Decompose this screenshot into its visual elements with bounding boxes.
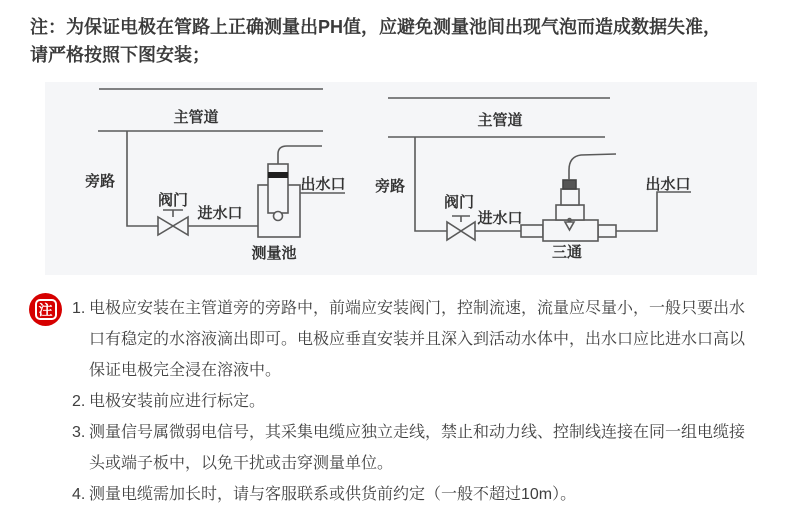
note-text-line: 头或端子板中，以免干扰或击穿测量单位。 [89, 455, 394, 472]
note-item-2 [72, 386, 778, 417]
note-number: 1. [72, 300, 86, 317]
note-badge-label: 注 [35, 299, 57, 320]
left-outlet-label: 出水口 [300, 176, 346, 193]
left-inlet-label: 进水口 [197, 205, 243, 222]
left-main-pipe-label: 主管道 [173, 109, 219, 126]
left-valve-label: 阀门 [157, 192, 189, 209]
right-main-pipe-label: 主管道 [477, 112, 523, 129]
note-text-line: 口有稳定的水溶液滴出即可。电极应垂直安装并且深入到活动水体中，出水口应比进水口高以 [89, 331, 746, 348]
note-number: 4. [72, 486, 86, 503]
note-badge [29, 293, 62, 326]
note-text-line: 测量电缆需加长时，请与客服联系或供货前约定（一般不超过10m）。 [89, 486, 577, 503]
note-item-3 [72, 417, 778, 479]
note-text-line: 测量信号属微弱电信号，其采集电缆应独立走线，禁止和动力线、控制线连接在同一组电缆接 [89, 424, 746, 441]
left-bypass-label: 旁路 [84, 173, 116, 190]
header-note-line2: 请严格按照下图安装； [30, 45, 210, 65]
note-text-line: 电极安装前应进行标定。 [89, 393, 266, 410]
tee-label: 三通 [551, 244, 583, 261]
right-valve-label: 阀门 [443, 194, 475, 211]
note-text-line: 保证电极完全浸在溶液中。 [89, 362, 282, 379]
note-number: 2. [72, 393, 86, 410]
left-pool-label: 测量池 [251, 245, 297, 262]
notes-list [72, 293, 778, 510]
right-outlet-label: 出水口 [645, 176, 691, 193]
note-item-4 [72, 479, 778, 510]
right-bypass-label: 旁路 [374, 178, 406, 195]
right-inlet-label: 进水口 [477, 210, 523, 227]
note-item-1 [72, 293, 778, 386]
header-note-line1: 注：为保证电极在管路上正确测量出PH值，应避免测量池间出现气泡而造成数据失准， [30, 17, 722, 37]
note-text-line: 电极应安装在主管道旁的旁路中，前端应安装阀门，控制流速，流量应尽量小，一般只要出水 [89, 300, 746, 317]
left-electrode-icon [268, 164, 288, 221]
note-number: 3. [72, 424, 86, 441]
